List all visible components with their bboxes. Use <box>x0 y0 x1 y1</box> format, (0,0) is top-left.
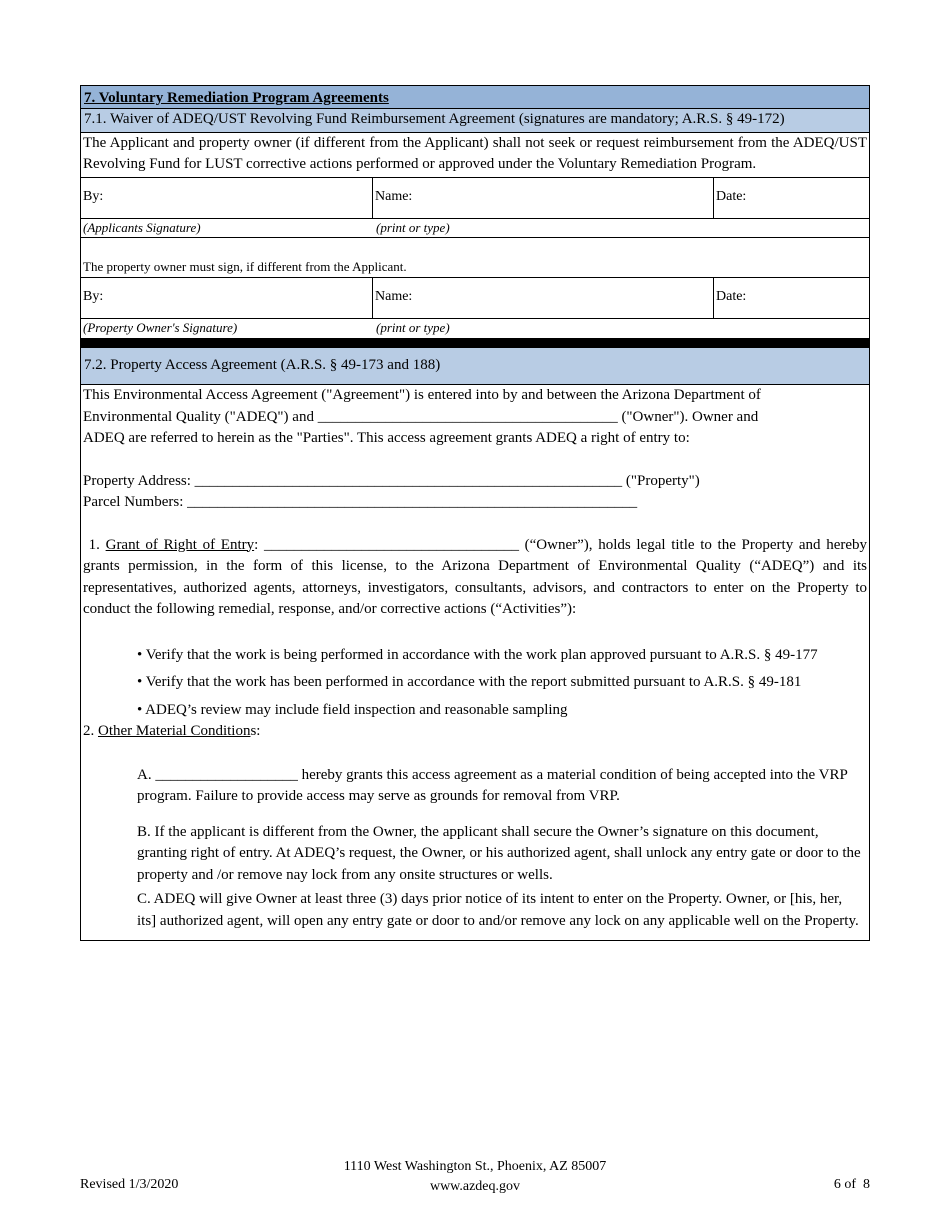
access-intro-line-2: Environmental Quality ("ADEQ") and ________________________________________ ("Owner"). Owner and <box>83 408 759 425</box>
name-label: Name: <box>375 189 413 204</box>
owner-signature-caption: (Property Owner's Signature) <box>83 320 238 335</box>
grant-number: 1. <box>83 536 106 553</box>
access-intro-line-1: This Environmental Access Agreement ("Agreement") is entered into by and between the Arizona Department of <box>83 387 761 403</box>
section-title <box>81 86 869 109</box>
property-address-line: Property Address: _________________________________________________________ ("Property") <box>83 472 700 489</box>
applicant-caption-row <box>81 219 869 238</box>
owner-name-field[interactable] <box>373 278 714 318</box>
vrp-agreements-form <box>80 85 870 941</box>
activity-bullet-2: • Verify that the work has been performed in accordance with the report submitted pursuant to A.R.S. § 49-181 <box>137 674 802 690</box>
applicant-print-caption: (print or type) <box>376 220 450 235</box>
owner-by-field[interactable] <box>81 278 373 318</box>
date-label: Date: <box>716 189 747 204</box>
applicant-name-field[interactable] <box>373 178 714 218</box>
owner-print-caption: (print or type) <box>376 320 450 335</box>
owner-note: The property owner must sign, if different from the Applicant. <box>81 238 869 278</box>
section-title-text: 7. Voluntary Remediation Program Agreements <box>84 90 389 106</box>
footer-address-block <box>0 1157 950 1197</box>
activity-bullet-1: • Verify that the work is being performed in accordance with the work plan approved pursuant to A.R.S. § 49-177 <box>137 646 818 663</box>
grant-text: : __________________________________ (“Owner”), holds legal title to the Property and hereby grants permission, in the form of this license, to the Arizona Department of Environmental Quality (“ADEQ”) and its representatives, authorized agents, attorneys, investigators, consultants, advisors, and contractors to enter on the Property to conduct the following remedial, response, and/or corrective actions (“Activities”): <box>83 536 868 617</box>
access-intro-line-3: ADEQ are referred to herein as the "Parties". This access agreement grants ADEQ a right of entry to: <box>83 430 690 446</box>
condition-c: C. ADEQ will give Owner at least three (3) days prior notice of its intent to enter on the Property. Owner, or [his, her, its] authorized agent, will open any entry gate or door to and/or remove any lock on any applicable well on the Property. <box>137 891 859 929</box>
activity-bullet-3: • ADEQ’s review may include field inspection and reasonable sampling <box>137 701 568 718</box>
page-number: 6 of 8 <box>833 1177 870 1192</box>
applicant-signature-caption: (Applicants Signature) <box>83 220 201 235</box>
by-label: By: <box>83 289 104 304</box>
owner-signature-row <box>81 278 869 319</box>
owner-date-field[interactable] <box>714 278 869 318</box>
condition-a: A. ___________________ hereby grants this access agreement as a material condition of being accepted into the VRP program. Failure to provide access may serve as grounds for removal from VRP. <box>137 766 848 804</box>
condition-b: B. If the applicant is different from the Owner, the applicant shall secure the Owner’s signature on this document, granting right of entry. At ADEQ’s request, the Owner, or his authorized agent, shall unlock any entry gate or door to the property and /or remove nay lock from any onsite structures or wells. <box>137 823 861 883</box>
owner-caption-row <box>81 319 869 338</box>
applicant-date-field[interactable] <box>714 178 869 218</box>
other-number: 2. <box>83 723 98 739</box>
access-agreement-body <box>81 385 869 940</box>
grant-title: Grant of Right of Entry <box>105 536 255 553</box>
grant-of-entry-paragraph <box>83 535 867 621</box>
waiver-heading: 7.1. Waiver of ADEQ/UST Revolving Fund Reimbursement Agreement (signatures are mandatory; A.R.S. § 49-172) <box>81 109 869 133</box>
other-title: Other Material Condition <box>98 723 251 739</box>
parcel-numbers-line: Parcel Numbers: ____________________________________________________________ <box>83 494 638 510</box>
access-heading: 7.2. Property Access Agreement (A.R.S. § 49-173 and 188) <box>81 348 869 385</box>
applicant-signature-row <box>81 178 869 219</box>
revised-date: Revised 1/3/2020 <box>80 1177 179 1192</box>
by-label: By: <box>83 189 104 204</box>
name-label: Name: <box>375 289 413 304</box>
other-conditions-heading <box>83 721 867 743</box>
applicant-by-field[interactable] <box>81 178 373 218</box>
section-divider <box>81 338 869 348</box>
footer-address: 1110 West Washington St., Phoenix, AZ 85007 <box>343 1159 607 1174</box>
other-suffix: s: <box>250 723 261 739</box>
waiver-text: The Applicant and property owner (if different from the Applicant) shall not seek or request reimbursement from the ADEQ/UST Revolving Fund for LUST corrective actions performed or approved under the Voluntary Remediation Program. <box>81 133 869 178</box>
date-label: Date: <box>716 289 747 304</box>
footer-website[interactable]: www.azdeq.gov <box>429 1179 521 1194</box>
